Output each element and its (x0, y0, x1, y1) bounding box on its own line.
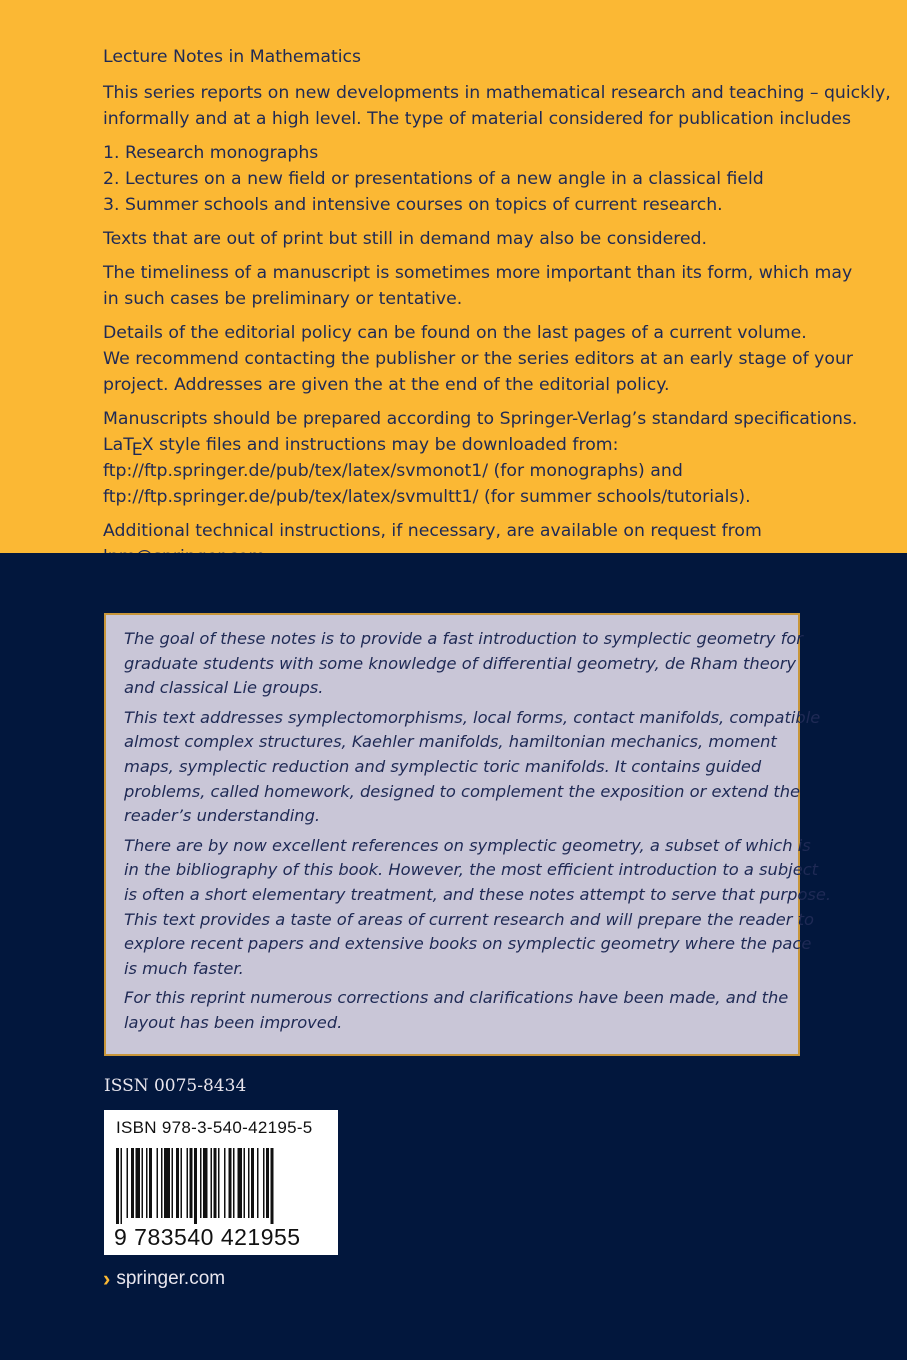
series-description-panel (0, 0, 907, 553)
barcode-bar (229, 1148, 232, 1218)
barcode-bar (244, 1148, 246, 1218)
latex-line: LaTEX style files and instructions may be downloaded from: (103, 435, 619, 460)
barcode-bar (266, 1148, 269, 1218)
manuscript-instructions: Manuscripts should be prepared according to Springer-Verlag’s standard specifications. LaTEX style files and instructions may be downloaded from: ftp://ftp.springer.de/pub/tex/latex/svmonot1/ (for monographs) and ftp://ftp.springer.de/pub/tex/latex/svmultt1/ (for summer schools/tutorials). (103, 406, 863, 510)
barcode-bar (194, 1148, 197, 1224)
barcode-bar (218, 1148, 220, 1218)
timeliness-note: The timeliness of a manuscript is sometimes more important than its form, which may in such cases be preliminary or tentative. (103, 263, 853, 309)
barcode-bar (116, 1148, 119, 1224)
barcode-bar (149, 1148, 152, 1218)
barcode-bar (203, 1148, 208, 1218)
barcode-bar (157, 1148, 159, 1218)
out-of-print-note: Texts that are out of print but still in demand may also be considered. (103, 229, 708, 249)
issn-label: ISSN 0075-8434 (104, 1076, 247, 1096)
latex-logo: LaTEX (103, 435, 154, 460)
barcode-bar (257, 1148, 259, 1218)
list-item: 3. Summer schools and intensive courses on topics of current research. (103, 195, 723, 215)
editorial-policy-note: Details of the editorial policy can be found on the last pages of a current volume. We recommend contacting the publisher or the series editors at an early stage of your project. Addresses are given the at the end of the editorial policy. (103, 323, 854, 395)
barcode-bar (172, 1148, 174, 1218)
barcode-bar (121, 1148, 123, 1224)
barcode-bar (131, 1148, 134, 1218)
website-text: springer.com (116, 1268, 226, 1289)
blurb-paragraph: There are by now excellent references on symplectic geometry, a subset of which is in the bibliography of this book. However, the most efficient introduction to a subject is often a short elementary treatment, and these notes attempt to serve that purpose. This text provides a taste of areas of current research and will prepare the reader to explore recent papers and extensive books on symplectic geometry where the pace is much faster. (124, 835, 832, 978)
barcode-bar (200, 1148, 202, 1218)
series-title: Lecture Notes in Mathematics (103, 47, 362, 67)
chevron-right-icon: › (103, 1266, 111, 1291)
list-item: 2. Lectures on a new field or presentations of a new angle in a classical field (103, 169, 764, 189)
barcode-bar (251, 1148, 254, 1218)
blurb-paragraph: This text addresses symplectomorphisms, local forms, contact manifolds, compatible almost complex structures, Kaehler manifolds, hamiltonian mechanics, moment maps, symplectic reduction and symplectic toric manifolds. It contains guided problems, called homework, designed to complement the exposition or extend the reader’s understanding. (124, 707, 821, 826)
series-intro: This series reports on new developments in mathematical research and teaching – quickly, informally and at a high level. The type of material considered for publication includes (103, 83, 891, 129)
barcode-digits: 9 783540 421955 (114, 1224, 301, 1250)
isbn-barcode-box (104, 1110, 338, 1255)
barcode-bar (233, 1148, 235, 1218)
barcode-bar (164, 1148, 170, 1218)
barcode-bar (187, 1148, 189, 1218)
barcode-bar (248, 1148, 250, 1218)
ftp-tutorials-link: ftp://ftp.springer.de/pub/tex/latex/svmultt1/ (for summer schools/tutorials). (103, 487, 751, 507)
barcode-bar (214, 1148, 217, 1218)
barcode-bar (271, 1148, 274, 1224)
barcode-bar (161, 1148, 163, 1218)
barcode-bar (211, 1148, 213, 1218)
barcode-icon (114, 1148, 328, 1224)
list-item: 1. Research monographs (103, 143, 319, 163)
series-text-block (103, 44, 891, 578)
ftp-monographs-link: ftp://ftp.springer.de/pub/tex/latex/svmonot1/ (for monographs) and (103, 461, 683, 481)
barcode-bar (224, 1148, 226, 1218)
barcode-bar (136, 1148, 141, 1218)
barcode-bar (127, 1148, 129, 1218)
barcode-bar (190, 1148, 193, 1218)
book-blurb-box (104, 613, 832, 1056)
blurb-paragraph: For this reprint numerous corrections and clarifications have been made, and the layout has been improved. (124, 988, 789, 1032)
material-types-list (103, 140, 863, 218)
blurb-paragraph: The goal of these notes is to provide a fast introduction to symplectic geometry for graduate students with some knowledge of differential geometry, de Rham theory and classical Lie groups. (124, 629, 803, 698)
barcode-bar (181, 1148, 183, 1218)
barcode-bar (263, 1148, 265, 1218)
isbn-label: ISBN 978-3-540-42195-5 (116, 1118, 313, 1137)
barcode-bar (142, 1148, 144, 1218)
barcode-bar (146, 1148, 148, 1218)
additional-instructions: Additional technical instructions, if necessary, are available on request from (103, 521, 762, 541)
barcode-bar (176, 1148, 179, 1218)
website-link[interactable] (103, 1266, 225, 1292)
barcode-bar (238, 1148, 243, 1218)
